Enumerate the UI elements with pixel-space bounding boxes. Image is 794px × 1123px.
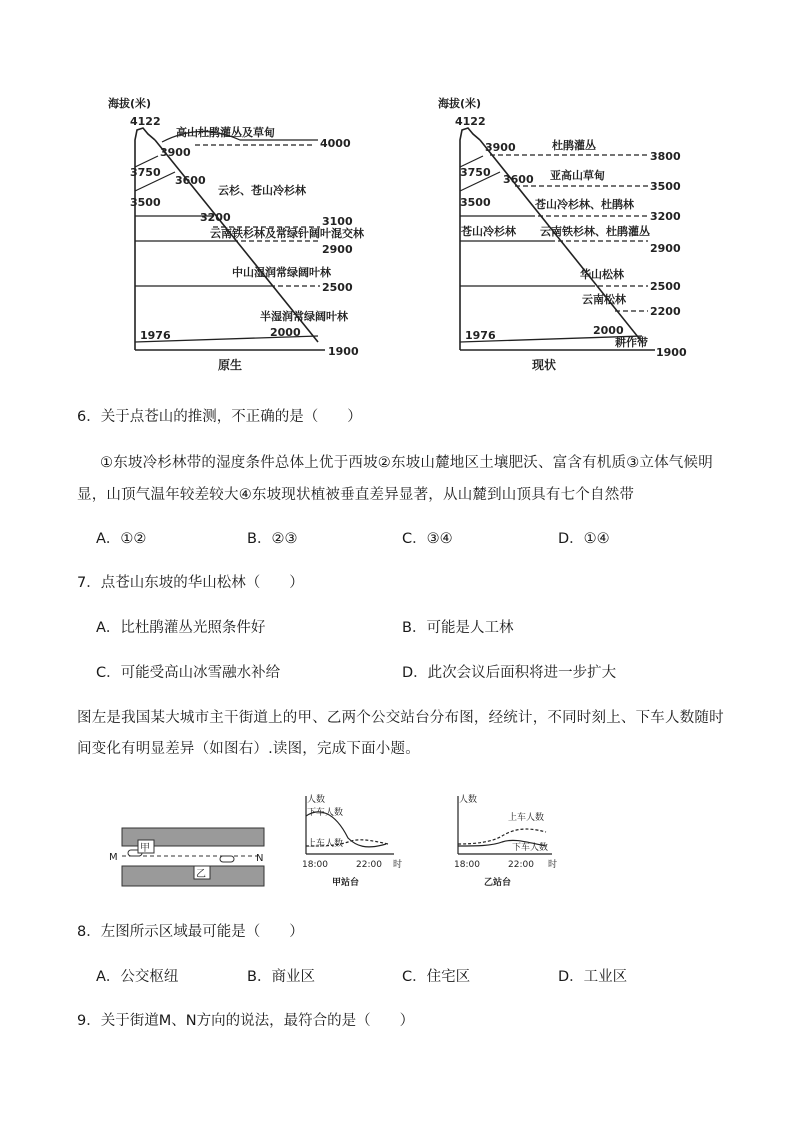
right-value: 2900 xyxy=(650,242,681,255)
peak-label: 4122 xyxy=(455,115,486,128)
inner-label: 2000 xyxy=(270,326,301,339)
vegetation-diagram-current xyxy=(430,90,700,380)
inner-label: 3600 xyxy=(175,174,206,187)
option-d[interactable]: D．工业区 xyxy=(558,969,628,985)
left-label: 3750 xyxy=(130,166,161,179)
zone-label: 耕作带 xyxy=(615,336,648,349)
intro-line-1: 图左是我国某大城市主干街道上的甲、乙两个公交站台分布图，经统计，不同时刻上、下车人数随时 xyxy=(77,710,724,726)
direction-m: M xyxy=(109,852,118,863)
option-c[interactable]: C．可能受高山冰雪融水补给 xyxy=(96,665,281,681)
right-value: 2200 xyxy=(650,305,681,318)
inner-label: 3200 xyxy=(200,211,231,224)
zone-label: 云南铁杉林、杜鹃灌丛 xyxy=(540,225,650,238)
y-axis-label: 人数 xyxy=(307,795,326,805)
right-value: 3200 xyxy=(650,210,681,223)
option-d[interactable]: D．①④ xyxy=(558,531,610,547)
inner-label: 3900 xyxy=(485,141,516,154)
series-label-alight: 下车人数 xyxy=(512,843,549,853)
option-d[interactable]: D．此次会议后面积将进一步扩大 xyxy=(402,665,617,681)
x-tick: 18:00 xyxy=(302,860,328,870)
zone-label: 云杉、苍山冷杉林 xyxy=(218,184,306,197)
zone-label: 高山杜鹃灌丛及草甸 xyxy=(176,126,275,139)
chart-caption: 甲站台 xyxy=(332,878,360,888)
option-b[interactable]: B．②③ xyxy=(247,531,298,547)
question-9-stem: 9．关于街道M、N方向的说法，最符合的是（ ） xyxy=(77,1013,415,1029)
left-label: 3500 xyxy=(460,196,491,209)
right-value: 3800 xyxy=(650,150,681,163)
left-label: 1976 xyxy=(140,329,171,342)
option-c[interactable]: C．住宅区 xyxy=(402,969,471,985)
left-label: 3500 xyxy=(130,196,161,209)
zone-label: 中山湿润常绿阔叶林 xyxy=(232,266,331,279)
option-a[interactable]: A．①② xyxy=(96,531,147,547)
zone-label: 半湿润常绿阔叶林 xyxy=(260,310,348,323)
inner-label: 3600 xyxy=(503,173,534,186)
right-value: 3500 xyxy=(650,180,681,193)
zone-label: 华山松林 xyxy=(580,268,624,281)
zone-label: 杜鹃灌丛 xyxy=(552,139,596,152)
x-axis-label: 时 xyxy=(393,860,403,870)
option-a[interactable]: A．比杜鹃灌丛光照条件好 xyxy=(96,620,266,636)
right-value: 3100 xyxy=(322,215,353,228)
right-value: 1900 xyxy=(656,346,687,359)
station-a-label: 甲 xyxy=(140,843,150,854)
zone-label: 云南铁杉林及常绿针阔叶混交林 xyxy=(210,227,364,240)
inner-label: 2000 xyxy=(593,324,624,337)
question-6-body-line-1: ①东坡冷杉林带的湿度条件总体上优于西坡②东坡山麓地区土壤肥沃、富含有机质③立体气候明 xyxy=(100,455,713,471)
chart-station-jia xyxy=(296,788,416,892)
question-6-stem: 6．关于点苍山的推测，不正确的是（ ） xyxy=(77,409,362,425)
question-6-body-line-2: 显，山顶气温年较差较大④东坡现状植被垂直差异显著，从山麓到山顶具有七个自然带 xyxy=(77,487,635,503)
inner-label: 3900 xyxy=(160,146,191,159)
station-b-label: 乙 xyxy=(196,869,206,880)
vegetation-diagram-original xyxy=(100,90,370,380)
right-value: 2500 xyxy=(322,281,353,294)
left-label: 3750 xyxy=(460,166,491,179)
right-value: 4000 xyxy=(320,137,351,150)
series-label-alight: 下车人数 xyxy=(307,808,344,818)
question-7-stem: 7．点苍山东坡的华山松林（ ） xyxy=(77,575,304,591)
peak-label: 4122 xyxy=(130,115,161,128)
diagram-caption: 原生 xyxy=(218,358,243,372)
series-label-board: 上车人数 xyxy=(307,839,344,849)
chart-station-yi xyxy=(448,788,572,892)
option-b[interactable]: B．可能是人工林 xyxy=(402,620,514,636)
left-label: 1976 xyxy=(465,329,496,342)
zone-label: 亚高山草甸 xyxy=(550,169,605,182)
zone-label: 云南松林 xyxy=(582,293,626,306)
option-c[interactable]: C．③④ xyxy=(402,531,453,547)
elevation-axis-label: 海拔(米) xyxy=(108,97,152,110)
right-value: 2900 xyxy=(322,243,353,256)
diagram-caption: 现状 xyxy=(532,358,557,372)
intro-line-2: 间变化有明显差异（如图右）.读图，完成下面小题。 xyxy=(77,741,420,757)
option-b[interactable]: B．商业区 xyxy=(247,969,315,985)
option-a[interactable]: A．公交枢纽 xyxy=(96,969,179,985)
x-axis-label: 时 xyxy=(548,860,558,870)
x-tick: 18:00 xyxy=(454,860,480,870)
street-map xyxy=(108,826,268,890)
chart-caption: 乙站台 xyxy=(484,878,512,888)
direction-n: N xyxy=(256,853,264,864)
right-value: 1900 xyxy=(328,345,359,358)
y-axis-label: 人数 xyxy=(459,795,478,805)
x-tick: 22:00 xyxy=(356,860,382,870)
question-8-stem: 8．左图所示区域最可能是（ ） xyxy=(77,924,304,940)
series-label-board: 上车人数 xyxy=(508,813,545,823)
zone-label: 苍山冷杉林、杜鹃林 xyxy=(535,198,634,211)
right-value: 2500 xyxy=(650,280,681,293)
x-tick: 22:00 xyxy=(508,860,534,870)
elevation-axis-label: 海拔(米) xyxy=(438,97,482,110)
west-zone-label: 苍山冷杉林 xyxy=(461,225,516,238)
